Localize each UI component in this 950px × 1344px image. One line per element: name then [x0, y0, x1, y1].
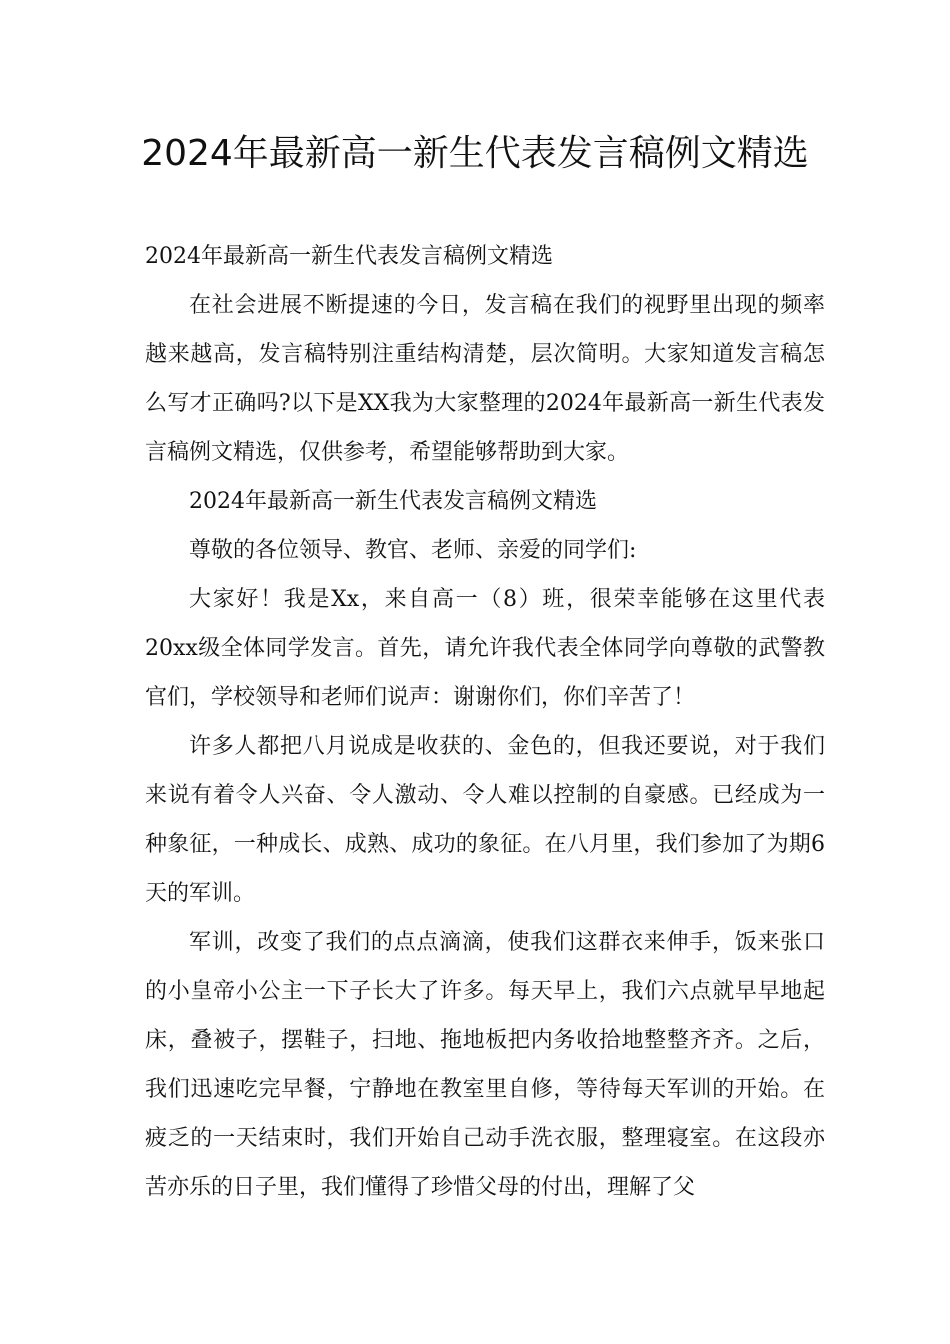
document-body — [145, 232, 825, 1212]
document-subtitle: 2024年最新高一新生代表发言稿例文精选 — [145, 244, 553, 269]
paragraph-salutation: 尊敬的各位领导、教官、老师、亲爱的同学们: — [189, 538, 637, 563]
document-title: 2024年最新高一新生代表发言稿例文精选 — [141, 133, 809, 174]
paragraph-greeting: 大家好！我是Xx，来自高一（8）班，很荣幸能够在这里代表20xx级全体同学发言。首先，请允许我代表全体同学向尊敬的武警教官们，学校领导和老师们说声：谢谢你们，你们辛苦了！ — [145, 587, 825, 710]
paragraph-military-training: 军训，改变了我们的点点滴滴，使我们这群衣来伸手，饭来张口的小皇帝小公主一下子长大了许多。每天早上，我们六点就早早地起床，叠被子，摆鞋子，扫地、拖地板把内务收拾地整整齐齐。之后，我们迅速吃完早餐，宁静地在教室里自修，等待每天军训的开始。在疲乏的一天结束时，我们开始自己动手洗衣服，整理寝室。在这段亦苦亦乐的日子里，我们懂得了珍惜父母的付出，理解了父 — [145, 930, 825, 1200]
paragraph-august: 许多人都把八月说成是收获的、金色的，但我还要说，对于我们来说有着令人兴奋、令人激动、令人难以控制的自豪感。已经成为一种象征，一种成长、成熟、成功的象征。在八月里，我们参加了为期6天的军训。 — [145, 734, 825, 906]
paragraph-heading: 2024年最新高一新生代表发言稿例文精选 — [189, 489, 597, 514]
paragraph-intro: 在社会进展不断提速的今日，发言稿在我们的视野里出现的频率越来越高，发言稿特别注重结构清楚，层次简明。大家知道发言稿怎么写才正确吗?以下是XX我为大家整理的2024年最新高一新生代表发言稿例文精选，仅供参考，希望能够帮助到大家。 — [145, 293, 825, 465]
